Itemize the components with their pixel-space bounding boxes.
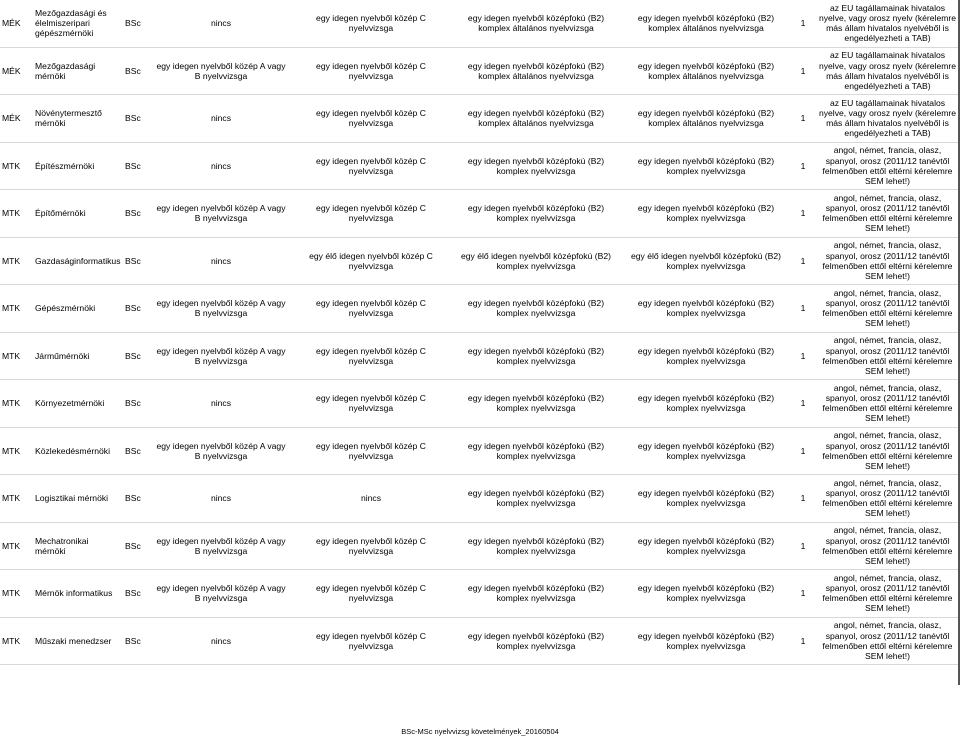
b2-requirement-alt-cell: egy élő idegen nyelvből középfokú (B2) komplex nyelvvizsga bbox=[630, 250, 781, 271]
exit-requirement-cell: egy idegen nyelvből közép C nyelvvizsga bbox=[316, 440, 426, 461]
level-cell: BSc bbox=[125, 398, 141, 409]
faculty-cell: MÉK bbox=[2, 113, 21, 124]
count-cell: 1 bbox=[800, 303, 806, 314]
exit-requirement-cell: egy idegen nyelvből közép C nyelvvizsga bbox=[316, 13, 426, 34]
b2-requirement-alt-cell: egy idegen nyelvből középfokú (B2) komplex nyelvvizsga bbox=[637, 155, 775, 176]
b2-requirement-cell: egy élő idegen nyelvből középfokú (B2) komplex nyelvvizsga bbox=[460, 250, 611, 271]
b2-requirement-alt-cell: egy idegen nyelvből középfokú (B2) komplex általános nyelvvizsga bbox=[637, 60, 775, 81]
program-cell: Mechatronikai mérnöki bbox=[35, 535, 89, 556]
table-row bbox=[0, 617, 960, 665]
program-cell: Gépészmérnöki bbox=[35, 303, 96, 314]
accepted-languages-cell: angol, német, francia, olasz, spanyol, orosz (2011/12 tanévtől felmenőben ettől eltérni kérelemre SEM lehet!) bbox=[822, 525, 953, 566]
b2-requirement-alt-cell: egy idegen nyelvből középfokú (B2) komplex nyelvvizsga bbox=[637, 488, 775, 509]
count-cell: 1 bbox=[800, 18, 806, 29]
faculty-cell: MTK bbox=[2, 160, 21, 171]
b2-requirement-cell: egy idegen nyelvből középfokú (B2) komplex nyelvvizsga bbox=[467, 203, 605, 224]
count-cell: 1 bbox=[800, 160, 806, 171]
b2-requirement-alt-cell: egy idegen nyelvből középfokú (B2) komplex nyelvvizsga bbox=[637, 535, 775, 556]
table-row bbox=[0, 427, 960, 475]
accepted-languages-cell: angol, német, francia, olasz, spanyol, orosz (2011/12 tanévtől felmenőben ettől eltérni kérelemre SEM lehet!) bbox=[822, 430, 953, 471]
program-cell: Mezőgazdasági mérnöki bbox=[35, 60, 96, 81]
b2-requirement-cell: egy idegen nyelvből középfokú (B2) komplex nyelvvizsga bbox=[467, 345, 605, 366]
page-footer: BSc-MSc nyelvvizsg követelmények_20160504 bbox=[401, 727, 559, 736]
exit-requirement-cell: egy idegen nyelvből közép C nyelvvizsga bbox=[316, 203, 426, 224]
accepted-languages-cell: angol, német, francia, olasz, spanyol, orosz (2011/12 tanévtől felmenőben ettől eltérni kérelemre SEM lehet!) bbox=[822, 620, 953, 661]
b2-requirement-alt-cell: egy idegen nyelvből középfokú (B2) komplex nyelvvizsga bbox=[637, 393, 775, 414]
b2-requirement-alt-cell: egy idegen nyelvből középfokú (B2) komplex nyelvvizsga bbox=[637, 345, 775, 366]
entry-requirement-cell: egy idegen nyelvből közép A vagy B nyelvvizsga bbox=[156, 60, 286, 81]
accepted-languages-cell: angol, német, francia, olasz, spanyol, orosz (2011/12 tanévtől felmenőben ettől eltérni kérelemre SEM lehet!) bbox=[822, 335, 953, 376]
program-cell: Mérnök informatikus bbox=[35, 588, 113, 599]
entry-requirement-cell: nincs bbox=[210, 160, 232, 171]
count-cell: 1 bbox=[800, 588, 806, 599]
program-cell: Gazdaságinformatikus bbox=[35, 255, 121, 266]
table-row bbox=[0, 380, 960, 428]
entry-requirement-cell: egy idegen nyelvből közép A vagy B nyelvvizsga bbox=[156, 298, 286, 319]
entry-requirement-cell: egy idegen nyelvből közép A vagy B nyelvvizsga bbox=[156, 583, 286, 604]
b2-requirement-alt-cell: egy idegen nyelvből középfokú (B2) komplex nyelvvizsga bbox=[637, 630, 775, 651]
table-row bbox=[0, 47, 960, 95]
exit-requirement-cell: egy idegen nyelvből közép C nyelvvizsga bbox=[316, 108, 426, 129]
level-cell: BSc bbox=[125, 635, 141, 646]
entry-requirement-cell: nincs bbox=[210, 18, 232, 29]
program-cell: Környezetmérnöki bbox=[35, 398, 105, 409]
table-row bbox=[0, 332, 960, 380]
count-cell: 1 bbox=[800, 540, 806, 551]
level-cell: BSc bbox=[125, 445, 141, 456]
count-cell: 1 bbox=[800, 65, 806, 76]
table-row bbox=[0, 570, 960, 618]
count-cell: 1 bbox=[800, 255, 806, 266]
faculty-cell: MÉK bbox=[2, 65, 21, 76]
b2-requirement-cell: egy idegen nyelvből középfokú (B2) komplex nyelvvizsga bbox=[467, 298, 605, 319]
program-cell: Mezőgazdasági és élelmiszeripari gépészmérnöki bbox=[35, 8, 107, 39]
program-cell: Műszaki menedzser bbox=[35, 635, 112, 646]
table-row bbox=[0, 95, 960, 143]
exit-requirement-cell: egy idegen nyelvből közép C nyelvvizsga bbox=[316, 345, 426, 366]
table-row bbox=[0, 0, 960, 47]
accepted-languages-cell: angol, német, francia, olasz, spanyol, orosz (2011/12 tanévtől felmenőben ettől eltérni kérelemre SEM lehet!) bbox=[822, 145, 953, 186]
table-row bbox=[0, 142, 960, 190]
count-cell: 1 bbox=[800, 493, 806, 504]
level-cell: BSc bbox=[125, 113, 141, 124]
exit-requirement-cell: nincs bbox=[360, 493, 382, 504]
b2-requirement-cell: egy idegen nyelvből középfokú (B2) komplex nyelvvizsga bbox=[467, 535, 605, 556]
table-row bbox=[0, 285, 960, 333]
level-cell: BSc bbox=[125, 65, 141, 76]
b2-requirement-cell: egy idegen nyelvből középfokú (B2) komplex nyelvvizsga bbox=[467, 488, 605, 509]
accepted-languages-cell: angol, német, francia, olasz, spanyol, orosz (2011/12 tanévtől felmenőben ettől eltérni kérelemre SEM lehet!) bbox=[822, 382, 953, 424]
level-cell: BSc bbox=[125, 493, 141, 504]
accepted-languages-cell: angol, német, francia, olasz, spanyol, orosz (2011/12 tanévtől felmenőben ettől eltérni kérelemre SEM lehet!) bbox=[822, 287, 953, 329]
program-cell: Növénytermesztő mérnöki bbox=[35, 108, 102, 129]
faculty-cell: MTK bbox=[2, 493, 21, 504]
program-cell: Építőmérnöki bbox=[35, 208, 86, 219]
accepted-languages-cell: angol, német, francia, olasz, spanyol, orosz (2011/12 tanévtől felmenőben ettől eltérni kérelemre SEM lehet!) bbox=[822, 477, 953, 519]
exit-requirement-cell: egy idegen nyelvből közép C nyelvvizsga bbox=[316, 155, 426, 176]
level-cell: BSc bbox=[125, 588, 141, 599]
b2-requirement-cell: egy idegen nyelvből középfokú (B2) komplex nyelvvizsga bbox=[467, 583, 605, 604]
level-cell: BSc bbox=[125, 303, 141, 314]
count-cell: 1 bbox=[800, 208, 806, 219]
count-cell: 1 bbox=[800, 635, 806, 646]
faculty-cell: MTK bbox=[2, 588, 21, 599]
level-cell: BSc bbox=[125, 255, 141, 266]
count-cell: 1 bbox=[800, 113, 806, 124]
entry-requirement-cell: egy idegen nyelvből közép A vagy B nyelvvizsga bbox=[156, 440, 286, 461]
exit-requirement-cell: egy idegen nyelvből közép C nyelvvizsga bbox=[316, 298, 426, 319]
entry-requirement-cell: egy idegen nyelvből közép A vagy B nyelvvizsga bbox=[156, 535, 286, 556]
b2-requirement-cell: egy idegen nyelvből középfokú (B2) komplex általános nyelvvizsga bbox=[467, 108, 605, 129]
b2-requirement-cell: egy idegen nyelvből középfokú (B2) komplex általános nyelvvizsga bbox=[467, 13, 605, 34]
b2-requirement-alt-cell: egy idegen nyelvből középfokú (B2) komplex nyelvvizsga bbox=[637, 440, 775, 461]
b2-requirement-alt-cell: egy idegen nyelvből középfokú (B2) komplex nyelvvizsga bbox=[637, 203, 775, 224]
exit-requirement-cell: egy idegen nyelvből közép C nyelvvizsga bbox=[316, 583, 426, 604]
count-cell: 1 bbox=[800, 398, 806, 409]
accepted-languages-cell: az EU tagállamainak hivatalos nyelve, vagy orosz nyelv (kérelemre más állam hivatalos nyelvéből is engedélyezheti a TAB) bbox=[818, 50, 957, 91]
faculty-cell: MÉK bbox=[2, 18, 21, 29]
accepted-languages-cell: angol, német, francia, olasz, spanyol, orosz (2011/12 tanévtől felmenőben ettől eltérni kérelemre SEM lehet!) bbox=[822, 192, 953, 234]
faculty-cell: MTK bbox=[2, 540, 21, 551]
count-cell: 1 bbox=[800, 350, 806, 361]
b2-requirement-alt-cell: egy idegen nyelvből középfokú (B2) komplex nyelvvizsga bbox=[637, 298, 775, 319]
table-row bbox=[0, 522, 960, 570]
exit-requirement-cell: egy idegen nyelvből közép C nyelvvizsga bbox=[316, 393, 426, 414]
entry-requirement-cell: nincs bbox=[210, 635, 232, 646]
program-cell: Közlekedésmérnöki bbox=[35, 445, 110, 456]
exit-requirement-cell: egy idegen nyelvből közép C nyelvvizsga bbox=[316, 630, 426, 651]
faculty-cell: MTK bbox=[2, 445, 21, 456]
faculty-cell: MTK bbox=[2, 350, 21, 361]
level-cell: BSc bbox=[125, 18, 141, 29]
level-cell: BSc bbox=[125, 540, 141, 551]
program-cell: Járműmérnöki bbox=[35, 350, 90, 361]
accepted-languages-cell: az EU tagállamainak hivatalos nyelve, vagy orosz nyelv (kérelemre más állam hivatalos nyelvéből is engedélyezheti a TAB) bbox=[818, 97, 957, 139]
count-cell: 1 bbox=[800, 445, 806, 456]
table-row bbox=[0, 237, 960, 285]
b2-requirement-cell: egy idegen nyelvből középfokú (B2) komplex nyelvvizsga bbox=[467, 630, 605, 651]
faculty-cell: MTK bbox=[2, 255, 21, 266]
entry-requirement-cell: nincs bbox=[210, 398, 232, 409]
level-cell: BSc bbox=[125, 208, 141, 219]
entry-requirement-cell: egy idegen nyelvből közép A vagy B nyelvvizsga bbox=[156, 345, 286, 366]
b2-requirement-cell: egy idegen nyelvből középfokú (B2) komplex általános nyelvvizsga bbox=[467, 60, 605, 81]
entry-requirement-cell: nincs bbox=[210, 113, 232, 124]
entry-requirement-cell: nincs bbox=[210, 493, 232, 504]
b2-requirement-cell: egy idegen nyelvből középfokú (B2) komplex nyelvvizsga bbox=[467, 440, 605, 461]
b2-requirement-alt-cell: egy idegen nyelvből középfokú (B2) komplex nyelvvizsga bbox=[637, 583, 775, 604]
exit-requirement-cell: egy idegen nyelvből közép C nyelvvizsga bbox=[316, 60, 426, 81]
program-cell: Logisztikai mérnöki bbox=[35, 493, 109, 504]
b2-requirement-cell: egy idegen nyelvből középfokú (B2) komplex nyelvvizsga bbox=[467, 393, 605, 414]
faculty-cell: MTK bbox=[2, 303, 21, 314]
level-cell: BSc bbox=[125, 350, 141, 361]
table-row bbox=[0, 190, 960, 238]
exit-requirement-cell: egy élő idegen nyelvből közép C nyelvvizsga bbox=[309, 250, 433, 271]
exit-requirement-cell: egy idegen nyelvből közép C nyelvvizsga bbox=[316, 535, 426, 556]
b2-requirement-cell: egy idegen nyelvből középfokú (B2) komplex nyelvvizsga bbox=[467, 155, 605, 176]
accepted-languages-cell: az EU tagállamainak hivatalos nyelve, vagy orosz nyelv (kérelemre más állam hivatalos nyelvéből is engedélyezheti a TAB) bbox=[818, 2, 957, 44]
table-row bbox=[0, 475, 960, 523]
accepted-languages-cell: angol, német, francia, olasz, spanyol, orosz (2011/12 tanévtől felmenőben ettől eltérni kérelemre SEM lehet!) bbox=[822, 240, 953, 281]
faculty-cell: MTK bbox=[2, 208, 21, 219]
b2-requirement-alt-cell: egy idegen nyelvből középfokú (B2) komplex általános nyelvvizsga bbox=[637, 108, 775, 129]
faculty-cell: MTK bbox=[2, 635, 21, 646]
faculty-cell: MTK bbox=[2, 398, 21, 409]
level-cell: BSc bbox=[125, 160, 141, 171]
accepted-languages-cell: angol, német, francia, olasz, spanyol, orosz (2011/12 tanévtől felmenőben ettől eltérni kérelemre SEM lehet!) bbox=[822, 572, 953, 614]
entry-requirement-cell: egy idegen nyelvből közép A vagy B nyelvvizsga bbox=[156, 203, 286, 224]
program-cell: Építészmérnöki bbox=[35, 160, 95, 171]
b2-requirement-alt-cell: egy idegen nyelvből középfokú (B2) komplex általános nyelvvizsga bbox=[637, 13, 775, 34]
entry-requirement-cell: nincs bbox=[210, 255, 232, 266]
